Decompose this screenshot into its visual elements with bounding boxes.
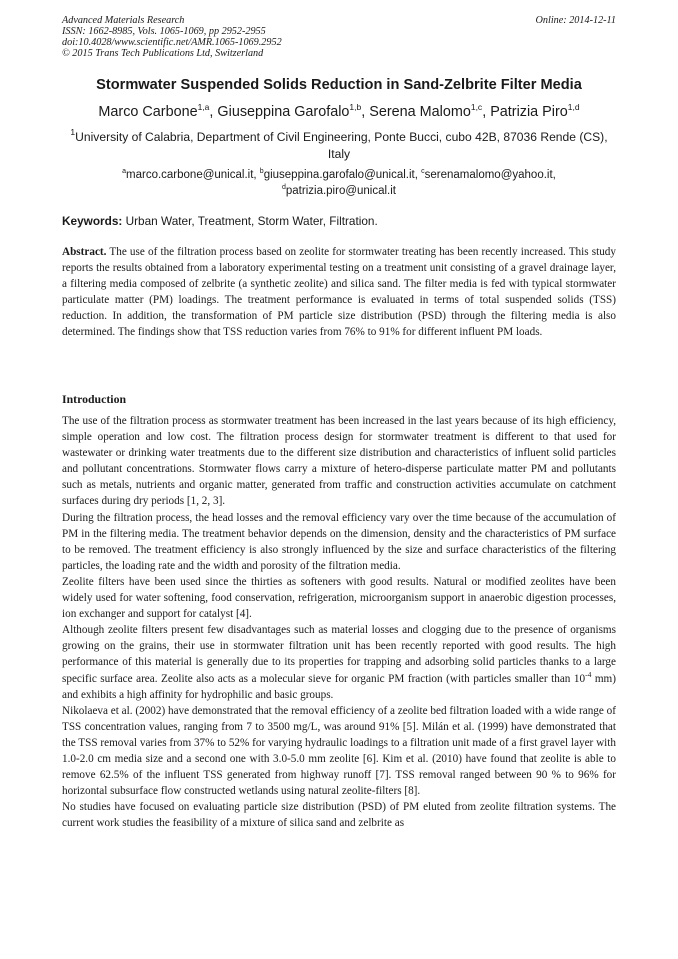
email-sup: b <box>259 168 264 175</box>
issn-line: ISSN: 1662-8985, Vols. 1065-1069, pp 2952-2955 <box>62 26 266 37</box>
author-name: Marco Carbone <box>98 104 198 120</box>
doi-line: doi:10.4028/www.scientific.net/AMR.1065-1069.2952 <box>62 37 282 48</box>
email-sup: d <box>281 184 286 191</box>
email-sup: a <box>122 168 127 175</box>
author-name: Giuseppina Garofalo <box>217 104 350 120</box>
affiliation <box>62 129 616 163</box>
email-sup: c <box>421 168 425 175</box>
introduction-body <box>62 413 616 831</box>
paragraph: Zeolite filters have been used since the thirties as softeners with good results. Natural or modified zeolites have been widely used for water softening, food conservation, refrigeration, microorganism support in anaerobic digestion processes, ion exchanger and support for catalyst [4]. <box>62 575 616 621</box>
email-address: marco.carbone@unical.it <box>126 169 254 181</box>
keywords-label: Keywords: <box>62 214 123 228</box>
keywords-text: Urban Water, Treatment, Storm Water, Filtration. <box>125 214 378 228</box>
exponent: -4 <box>585 669 592 679</box>
paragraph-text: Although zeolite filters present few disadvantages such as material losses and clogging due to the presence of organisms growing on the grains, their use in stormwater filtration unit has been recently reported with good results. The high performance of this material is generally due to its properties for trapping and adsorbing solid particles thanks to a large specific surface area. Zeolite also acts as a molecular sieve for organic PM fraction (with particles smaller than 10 <box>62 624 616 685</box>
author-name: Serena Malomo <box>369 104 471 120</box>
paragraph: The use of the filtration process as stormwater treatment has been increased in the last years because of its high efficiency, simple operation and low cost. The filtration process design for stormwater treatment is different to that used for wastewater or drinking water treatments due to the different size distribution and characteristics of influent solid particles and pollutant concentrations. Stormwater flows carry a mixture of hetero-disperse particulate matter PM and pollutants such as metals, nutrients and organic matter, generated from traffic and construction activities accumulate on catchment surfaces during dry periods [1, 2, 3]. <box>62 415 616 508</box>
author-sup: 1,d <box>567 102 580 112</box>
affiliation-text: University of Calabria, Department of Civil Engineering, Ponte Bucci, cubo 42B, 87036 Rende (CS), Italy <box>75 130 608 161</box>
author-name: Patrizia Piro <box>490 104 568 120</box>
author-sup: 1,b <box>349 102 362 112</box>
paragraph <box>62 622 616 702</box>
paragraph: During the filtration process, the head losses and the removal efficiency vary over the time because of the accumulation of PM in the filtering media. The treatment behavior depends on the dimension, density and the characteristics of PM surface to be removed. The treatment efficiency is also strongly influenced by the size and surface characteristics of the filtering particles, the loading rate and the width and porosity of the filtration media. <box>62 511 616 572</box>
copyright-line: © 2015 Trans Tech Publications Ltd, Switzerland <box>62 48 264 59</box>
paragraph: Nikolaeva et al. (2002) have demonstrated that the removal efficiency of a zeolite bed filtration loaded with a wide range of TSS concentration values, ranging from 7 to 3500 mg/L, was around 91% [5]. Milán et al. (1999) have demonstrated that the TSS removal varies from 37% to 52% for varying hydraulic loadings to a filtration unit made of a first gravel layer with 1.0-2.0 cm media size and a second one with 3.0-5.0 mm zeolite [6]. Kim et al. (2010) have found that zeolite is able to remove 62.5% of the influent TSS generated from highway runoff [7]. TSS removal ranged between 90 % to 96% for horizontal subsurface flow constructed wetlands using natural zeolite-filters [8]. <box>62 704 616 798</box>
email-list: $^a$marco.carbone@unical.it, $^b$giuseppina.garofalo@unical.it, $^c$serenamalomo@yahoo.it, $^d$patrizia.piro@unical.it <box>122 168 556 197</box>
keywords <box>62 214 616 228</box>
abstract <box>62 244 616 341</box>
affiliation-sup: 1 <box>70 127 76 137</box>
email-address: serenamalomo@yahoo.it <box>424 169 553 181</box>
paper-title: Stormwater Suspended Solids Reduction in Sand-Zelbrite Filter Media <box>96 77 582 93</box>
author-sup: 1,c <box>470 102 483 112</box>
author-list: Marco Carbone$^{1,a}$, Giuseppina Garofalo$^{1,b}$, Serena Malomo$^{1,c}$, Patrizia Piro$^{1,d}$ <box>98 102 580 120</box>
online-date: Online: 2014-12-11 <box>535 15 616 26</box>
author-sup: 1,a <box>197 102 210 112</box>
email-address: patrizia.piro@unical.it <box>285 185 396 197</box>
paragraph-text: mm) and exhibits a high affinity for hydrophilic and basic groups. <box>62 672 616 701</box>
running-header <box>62 15 616 59</box>
abstract-text: The use of the filtration process based on zeolite for stormwater treating has been recently increased. This study reports the results obtained from a laboratory experimental testing on a treatment unit consisting of a gravel drainage layer, a filtering media composed of zelbrite (a synthetic zeolite) and silica sand. The filter media is fed with typical stormwater particulate matter (PM) loadings. The treatment performance is evaluated in terms of total suspended solids (TSS) reduction. In addition, the transformation of PM particle size distribution (PSD) through the filtering media is also determined. The findings show that TSS reduction varies from 76% to 91% for different influent PM loads. <box>62 246 616 339</box>
abstract-label: Abstract. <box>62 246 107 258</box>
section-heading-introduction: Introduction <box>62 392 127 406</box>
email-address: giuseppina.garofalo@unical.it <box>263 169 415 181</box>
paragraph: No studies have focused on evaluating particle size distribution (PSD) of PM eluted from zeolite filtration systems. The current work studies the feasibility of a mixture of silica sand and zelbrite as <box>62 801 616 830</box>
journal-name: Advanced Materials Research <box>62 15 185 26</box>
